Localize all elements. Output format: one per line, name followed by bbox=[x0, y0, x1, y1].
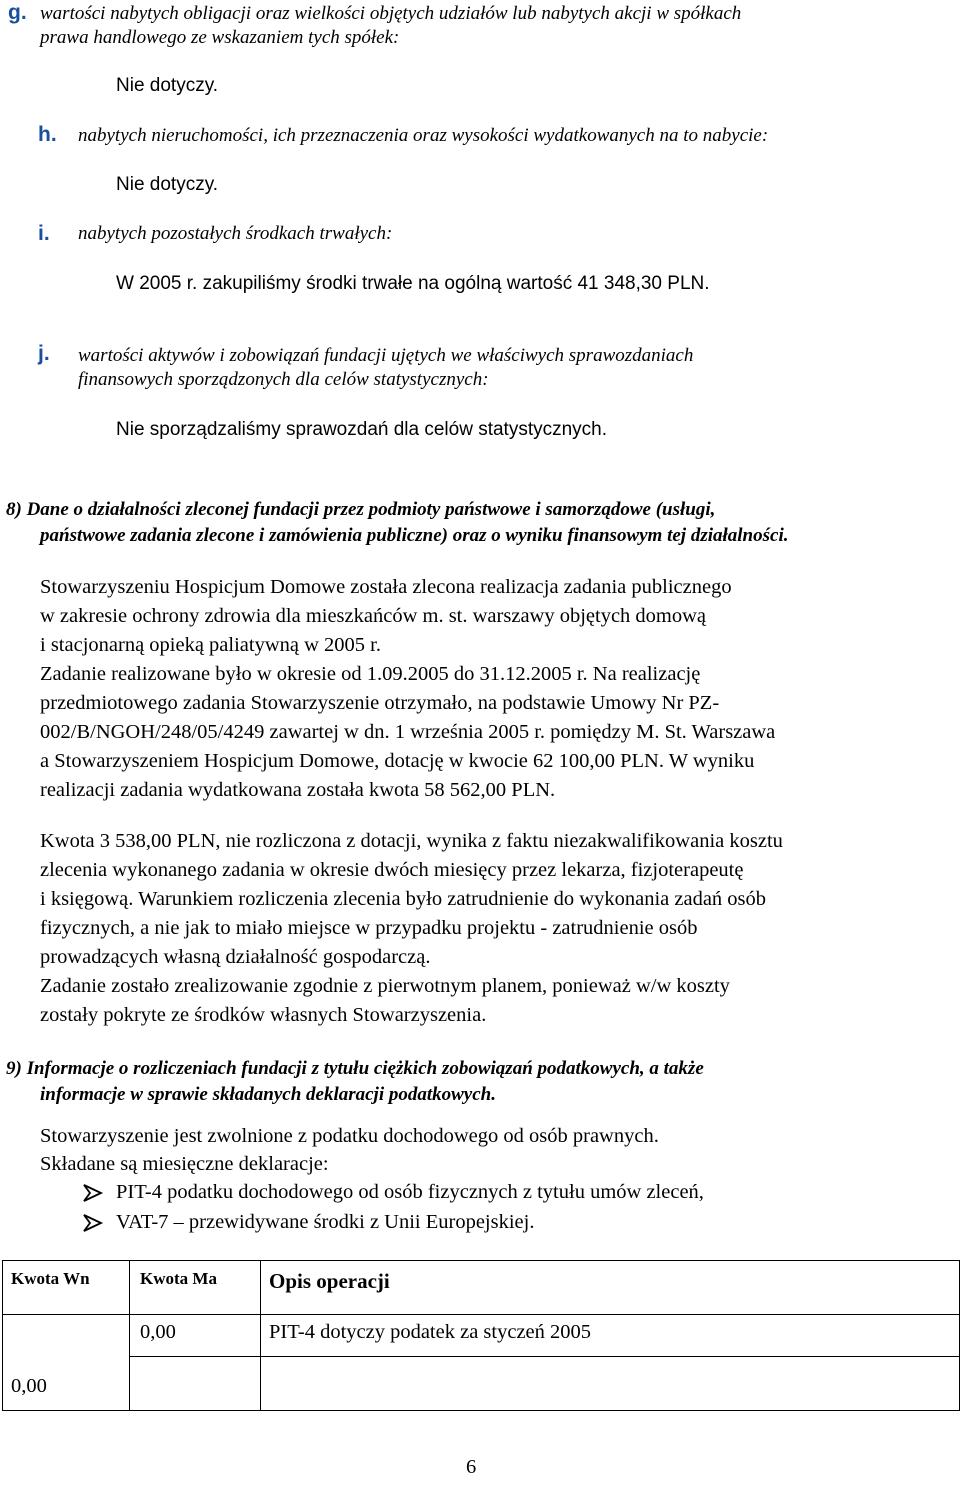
cell-kwota-ma: 0,00 bbox=[130, 1315, 261, 1357]
item-j-letter: j. bbox=[38, 342, 50, 365]
item-j-value: Nie sporządzaliśmy sprawozdań dla celów statystycznych. bbox=[116, 419, 608, 440]
paragraph-line: a Stowarzyszeniem Hospicjum Domowe, dotację w kwocie 62 100,00 PLN. W wyniku bbox=[40, 750, 755, 772]
section-8-paragraph-1 bbox=[40, 576, 928, 663]
arrow-bullet-icon bbox=[82, 1183, 104, 1203]
empty-cell bbox=[130, 1357, 261, 1411]
paragraph-line: 002/B/NGOH/248/05/4249 zawartej w dn. 1 września 2005 r. pomiędzy M. St. Warszawa bbox=[40, 721, 776, 743]
tax-exemption-text: Stowarzyszenie jest zwolnione z podatku dochodowego od osób prawnych. bbox=[40, 1125, 659, 1147]
table-header-row bbox=[3, 1261, 960, 1315]
paragraph-line: zlecenia wykonanego zadania w okresie dwóch miesięcy przez lekarza, fizjoterapeutę bbox=[40, 859, 744, 881]
paragraph-line: i księgową. Warunkiem rozliczenia zlecenia było zatrudnienie do wykonania zadań osób bbox=[40, 888, 767, 910]
paragraph-line: przedmiotowego zadania Stowarzyszenie otrzymało, na podstawie Umowy Nr PZ- bbox=[40, 692, 720, 714]
bullet-item bbox=[82, 1211, 534, 1234]
page-number: 6 bbox=[466, 1456, 477, 1478]
empty-cell bbox=[261, 1357, 960, 1411]
paragraph-line: w zakresie ochrony zdrowia dla mieszkańców m. st. warszawy objętych domową bbox=[40, 605, 707, 627]
paragraph-line: i stacjonarną opieką paliatywną w 2005 r. bbox=[40, 634, 381, 656]
paragraph-line: fizycznych, a nie jak to miało miejsce w przypadku projektu - zatrudnienie osób bbox=[40, 917, 698, 939]
paragraph-line: Zadanie zostało zrealizowanie zgodnie z pierwotnym planem, ponieważ w/w koszty bbox=[40, 975, 730, 997]
paragraph-line: zostały pokryte ze środków własnych Stowarzyszenia. bbox=[40, 1004, 487, 1026]
section-8-paragraph-1b bbox=[40, 663, 940, 808]
section-9-heading-line1: 9) Informacje o rozliczeniach fundacji z tytułu ciężkich zobowiązań podatkowych, a także bbox=[6, 1058, 704, 1079]
bullet-item bbox=[82, 1181, 704, 1204]
item-g-heading-line1: wartości nabytych obligacji oraz wielkości objętych udziałów lub nabytych akcji w spółkach bbox=[40, 3, 742, 24]
item-j-heading-line1: wartości aktywów i zobowiązań fundacji ujętych we właściwych sprawozdaniach bbox=[78, 345, 694, 366]
paragraph-line: Zadanie realizowane było w okresie od 1.09.2005 do 31.12.2005 r. Na realizację bbox=[40, 663, 701, 685]
paragraph-line: Stowarzyszeniu Hospicjum Domowe została zlecona realizacja zadania publicznego bbox=[40, 576, 732, 598]
item-i-heading: nabytych pozostałych środkach trwałych: bbox=[78, 223, 393, 244]
header-opis-operacji: Opis operacji bbox=[261, 1261, 960, 1315]
paragraph-line: realizacji zadania wydatkowana została kwota 58 562,00 PLN. bbox=[40, 779, 556, 801]
item-i-letter: i. bbox=[38, 222, 50, 245]
item-h-heading: nabytych nieruchomości, ich przeznaczenia oraz wysokości wydatkowanych na to nabycie: bbox=[78, 125, 769, 146]
header-kwota-ma: Kwota Ma bbox=[130, 1261, 261, 1315]
bullet-text: PIT-4 podatku dochodowego od osób fizycznych z tytułu umów zleceń, bbox=[116, 1181, 704, 1203]
section-8-heading-line1: 8) Dane o działalności zleconej fundacji przez podmioty państwowe i samorządowe (usługi, bbox=[6, 499, 716, 520]
item-g-value: Nie dotyczy. bbox=[116, 75, 219, 96]
table-row bbox=[3, 1315, 960, 1357]
section-8-heading-line2: państwowe zadania zlecone i zamówienia publiczne) oraz o wyniku finansowym tej działalności. bbox=[40, 525, 789, 546]
item-i-value: W 2005 r. zakupiliśmy środki trwałe na ogólną wartość 41 348,30 PLN. bbox=[116, 273, 710, 294]
paragraph-line: prowadzących własną działalność gospodarczą. bbox=[40, 946, 431, 968]
section-9-heading-line2: informacje w sprawie składanych deklaracji podatkowych. bbox=[40, 1084, 496, 1105]
cell-kwota-wn: 0,00 bbox=[3, 1315, 130, 1411]
item-g-letter: g. bbox=[8, 1, 27, 24]
cell-opis-operacji: PIT-4 dotyczy podatek za styczeń 2005 bbox=[261, 1315, 960, 1357]
item-j-heading-line2: finansowych sporządzonych dla celów statystycznych: bbox=[78, 369, 489, 390]
item-g-heading-line2: prawa handlowego ze wskazaniem tych spółek: bbox=[40, 27, 400, 48]
paragraph-line: Kwota 3 538,00 PLN, nie rozliczona z dotacji, wynika z faktu niezakwalifikowania kosztu bbox=[40, 830, 783, 852]
operations-table bbox=[2, 1260, 960, 1411]
item-h-letter: h. bbox=[38, 123, 57, 146]
header-kwota-wn: Kwota Wn bbox=[3, 1261, 130, 1315]
declarations-text: Składane są miesięczne deklaracje: bbox=[40, 1153, 329, 1175]
section-8-paragraph-2 bbox=[40, 830, 940, 1033]
table-row bbox=[3, 1357, 960, 1411]
arrow-bullet-icon bbox=[82, 1213, 104, 1233]
item-h-value: Nie dotyczy. bbox=[116, 174, 219, 195]
bullet-text: VAT-7 – przewidywane środki z Unii Europejskiej. bbox=[116, 1211, 535, 1233]
